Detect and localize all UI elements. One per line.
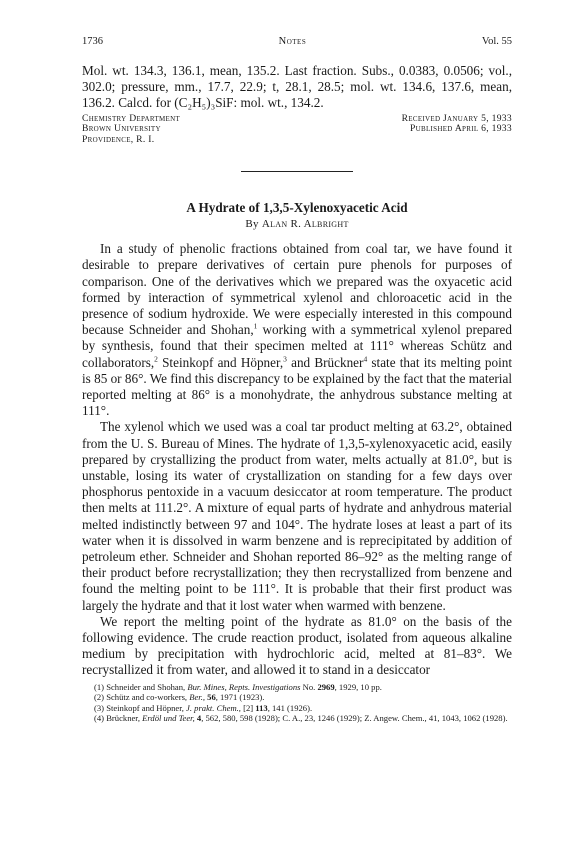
footnotes [82,682,512,724]
footnote-ref-4[interactable]: 4 [363,354,368,364]
page-number: 1736 [82,36,103,47]
article-title: A Hydrate of 1,3,5-Xylenoxyacetic Acid [186,200,408,216]
para-1-text-e: state that its melting point is 85 or 86°. We find this discrepancy to be explained by the fact that the material reported melting at 86° is a monohydrate, the anhydrous substance melting at 111°. [82,354,513,419]
footnote-2: (2) Schütz and co-workers, Ber., 56, 1971 (1923). [94,692,265,703]
affiliation-city: Providence, R. I. [82,133,155,145]
footnote-ref-2[interactable]: 2 [154,354,158,364]
body-paragraph-3: We report the melting point of the hydrate as 81.0° on the basis of the following evidence. The crude reaction product, isolated from aqueous alkaline medium by precipitation with hydrochloric acid, melted at 81–83°. We recrystallized it from water, and allowed it to stand in a desiccator [82,613,512,678]
para-1-text-b: working with a symmetrical xylenol prepared by synthesis, found that their specimen melted at 111° whereas Schütz and collaborators, [82,322,512,370]
footnote-3: (3) Steinkopf and Höpner, J. prakt. Chem., [2] 113, 141 (1926). [94,702,313,713]
journal-page [82,36,512,724]
published-date: Published April 6, 1933 [410,123,512,135]
para-1-text-c: Steinkopf and Höpner, [157,354,284,370]
affiliation-block [82,114,512,146]
carryover-text [82,63,512,112]
author-name: Alan R. Albright [261,218,349,231]
affiliation-dept: Chemistry Department [82,112,181,124]
section-divider [241,171,353,172]
para-1-text-d: and Brückner [286,354,364,370]
carryover-paragraph: Mol. wt. 134.3, 136.1, mean, 135.2. Last fraction. Subs., 0.0383, 0.0506; vol., 302.0; pressure, mm., 17.7, 22.9; t, 28.1, 28.5; mol. wt. 134.6, 137.6, mean, 136.2. Calcd. for (C₂H₅)₃SiF: mol. wt., 134.2. [82,63,512,111]
footnote-1: (1) Schneider and Shohan, Bur. Mines, Repts. Investigations No. 2969, 1929, 10 pp. [94,681,382,692]
volume-label: Vol. 55 [481,36,512,47]
body-paragraph-1 [82,241,512,419]
affiliation-university: Brown University [82,123,161,135]
section-name: Notes [278,36,307,47]
footnote-4: (4) Brückner, Erdöl und Teer, 4, 562, 580, 598 (1928); C. A., 23, 1246 (1929); Z. Angew. Chem., 41, 1043, 1062 (1928). [94,713,508,724]
footnote-ref-1[interactable]: 1 [253,321,258,331]
running-header [82,36,512,50]
body-paragraph-2: The xylenol which we used was a coal tar product melting at 63.2°, obtained from the U. S. Bureau of Mines. The hydrate of 1,3,5-xylenoxyacetic acid, easily prepared by crystallizing the product from water, melts actually at 81.0°, but is unstable, losing its water of crystallization on standing for a few days over phosphorus pentoxide in a vacuum desiccator at room temperature. The product then melts at 111.2°. A mixture of equal parts of hydrate and anhydrous material melted indistinctly between 97 and 104°. The hydrate loses at least a part of its water when it is dissolved in warm benzene and is reprecipitated by addition of petroleum ether. Schneider and Shohan reported 86–92° as the melting range of their product before recrystallization; they then recrystallized from benzene and found the melting point to be 111°. It is probable that their first product was largely the hydrate and that it lost water when warmed with benzene. [82,419,512,613]
footnote-ref-3[interactable]: 3 [283,354,287,364]
article-byline [82,218,512,231]
received-date: Received January 5, 1933 [401,112,512,124]
author-prefix: By [245,218,259,231]
para-1-text-a: In a study of phenolic fractions obtained from coal tar, we have found it desirable to prepare derivatives of certain pure phenols for purposes of comparison. One of the derivatives which we prepared was the oxyacetic acid formed by interaction of symmetrical xylenol and chloroacetic acid in the presence of sodium hydroxide. We were especially interested in this compound because Schneider and Shohan, [82,241,512,338]
article-body [82,241,512,678]
